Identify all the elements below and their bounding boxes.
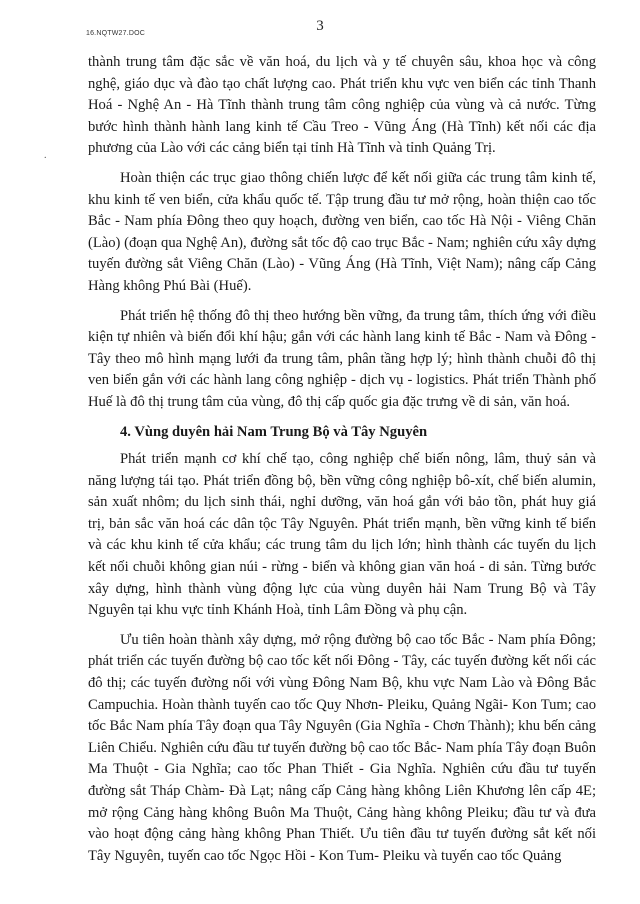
section-heading: 4. Vùng duyên hải Nam Trung Bộ và Tây Nguyên xyxy=(120,423,428,440)
paragraph-infrastructure-priority: Ưu tiên hoàn thành xây dựng, mở rộng đường bộ cao tốc Bắc - Nam phía Đông; phát triển các tuyến đường bộ cao tốc kết nối Đông - Tây, các tuyến đường kết nối các đô thị; các tuyến đường nối với vùng Đông Nam Bộ, khu vực Nam Lào và Đông Bắc Campuchia. Hoàn thành tuyến cao tốc Quy Nhơn- Pleiku, Quảng Ngãi- Kon Tum; cao tốc Bắc Nam phía Tây đoạn qua Tây Nguyên (Gia Nghĩa - Chơn Thành); khu bến cảng Liên Chiểu. Nghiên cứu đầu tư tuyến đường bộ cao tốc Bắc- Nam phía Tây đoạn Buôn Ma Thuột - Gia Nghĩa; cao tốc Phan Thiết - Gia Nghĩa. Nghiên cứu đầu tư tuyến đường sắt Tháp Chàm- Đà Lạt; nâng cấp Cảng hàng không Liên Khương lên cấp 4E; mở rộng Cảng hàng không Buôn Ma Thuột, Cảng hàng không Pleiku; đầu tư và đưa vào hoạt động cảng hàng không Phan Thiết. Ưu tiên đầu tư tuyến đường sắt kết nối Tây Nguyên, tuyến cao tốc Ngọc Hồi - Kon Tum- Pleiku và tuyến cao tốc Quảng xyxy=(88,631,596,864)
paragraph-industry-development: Phát triển mạnh cơ khí chế tạo, công nghiệp chế biến nông, lâm, thuỷ sản và năng lượng tái tạo. Phát triển đồng bộ, bền vững công nghiệp bô-xít, chế biến alumin, sản xuất nhôm; du lịch sinh thái, nghỉ dưỡng, văn hoá gắn với bảo tồn, phát huy giá trị, bản sắc văn hoá các dân tộc Tây Nguyên. Phát triển mạnh, bền vững kinh tế biển và các khu kinh tế cửa khẩu; các trung tâm du lịch lớn; hình thành các tuyến du lịch kết nối chuỗi không gian núi - rừng - biển và không gian văn hoá - di sản. Từng bước xây dựng, hình thành vùng động lực của vùng duyên hải Nam Trung Bộ và Tây Nguyên tại khu vực tỉnh Khánh Hoà, tỉnh Lâm Đồng và phụ cận. xyxy=(88,451,596,619)
paragraph-continuation: thành trung tâm đặc sắc về văn hoá, du lịch và y tế chuyên sâu, khoa học và công nghệ, giáo dục và đào tạo chất lượng cao. Phát triển khu vực ven biển các tỉnh Thanh Hoá - Nghệ An - Hà Tĩnh thành trung tâm công nghiệp của vùng và cả nước. Từng bước hình thành hành lang kinh tế Cầu Treo - Vũng Áng (Hà Tĩnh) kết nối các địa phương của Lào với các cảng biển tại tỉnh Hà Tĩnh và tỉnh Quảng Trị. xyxy=(88,54,596,157)
margin-mark: . xyxy=(44,150,47,161)
document-file-name: 16.NQTW27.DOC xyxy=(86,30,145,37)
paragraph-urban-system: Phát triển hệ thống đô thị theo hướng bền vững, đa trung tâm, thích ứng với điều kiện tự nhiên và biến đổi khí hậu; gắn với các hành lang kinh tế Bắc - Nam và Đông - Tây theo mô hình mạng lưới đa trung tâm, phân tầng hợp lý; hình thành chuỗi đô thị ven biển gắn với các hành lang công nghiệp - dịch vụ - logistics. Phát triển Thành phố Huế là đô thị trung tâm của vùng, đô thị cấp quốc gia đặc trưng về di sản, văn hoá. xyxy=(88,307,596,410)
document-body xyxy=(88,52,596,875)
paragraph-transport-axes: Hoàn thiện các trục giao thông chiến lược để kết nối giữa các trung tâm kinh tế, khu kinh tế ven biển, cửa khẩu quốc tế. Tập trung đầu tư mở rộng, hoàn thiện cao tốc Bắc - Nam phía Đông theo quy hoạch, đường ven biển, cao tốc Hà Nội - Viêng Chăn (Lào) (đoạn qua Nghệ An), đường sắt tốc độ cao trục Bắc - Nam; nghiên cứu xây dựng tuyến đường sắt Viêng Chăn (Lào) - Vũng Áng (Hà Tĩnh, Việt Nam); nâng cấp Cảng Hàng không Phú Bài (Huế). xyxy=(88,169,596,294)
page-number: 3 xyxy=(316,18,324,34)
